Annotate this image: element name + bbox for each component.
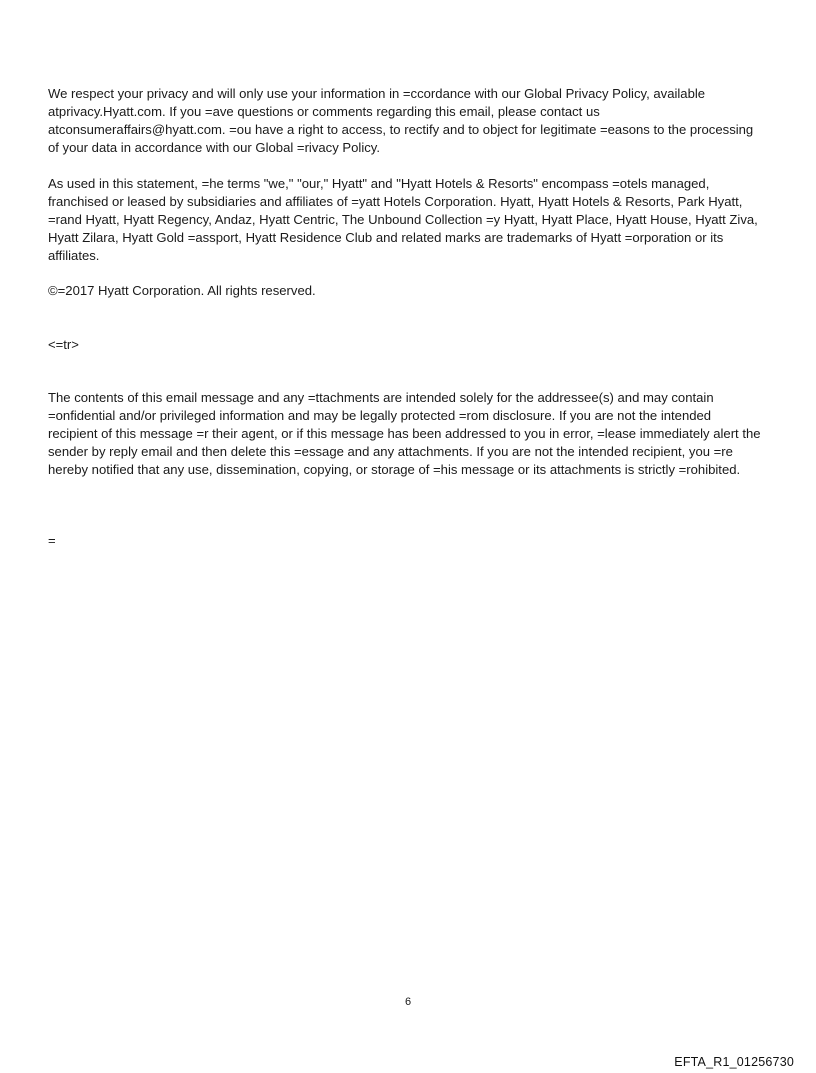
html-fragment-line: <=tr> — [48, 337, 79, 352]
trailing-equals-line: = — [48, 533, 56, 548]
privacy-paragraph: We respect your privacy and will only use your information in =ccordance with our Global Privacy Policy, available atprivacy.Hyatt.com. If you =ave questions or comments regarding this email, please contact us atconsumeraffairs@hyatt.com. =ou have a right to access, to rectify and to object for legitimate =easons to the processing of your data in accordance with our Global =rivacy Policy. — [48, 86, 754, 155]
page-number: 6 — [404, 996, 412, 1008]
confidentiality-paragraph: The contents of this email message and any =ttachments are intended solely for the addressee(s) and may contain =onfidential and/or privileged information and may be legally protected =rom disclosure. If you are not the intended recipient of this message =r their agent, or if this message has been addressed to you in error, =lease immediately alert the sender by reply email and then delete this =essage and any attachments. If you are not the intended recipient, you =re hereby notified that any use, dissemination, copying, or storage of =his message or its attachments is strictly =rohibited. — [48, 390, 761, 477]
document-id: EFTA_R1_01256730 — [674, 1055, 794, 1069]
copyright-line: ©=2017 Hyatt Corporation. All rights reserved. — [48, 283, 316, 298]
trademark-paragraph: As used in this statement, =he terms "we," "our," Hyatt" and "Hyatt Hotels & Resorts" encompass =otels managed, franchised or leased by subsidiaries and affiliates of =yatt Hotels Corporation. Hyatt, Hyatt Hotels & Resorts, Park Hyatt, =rand Hyatt, Hyatt Regency, Andaz, Hyatt Centric, The Unbound Collection =y Hyatt, Hyatt Place, Hyatt House, Hyatt Ziva, Hyatt Zilara, Hyatt Gold =assport, Hyatt Residence Club and related marks are trademarks of Hyatt =orporation or its affiliates. — [48, 176, 758, 263]
